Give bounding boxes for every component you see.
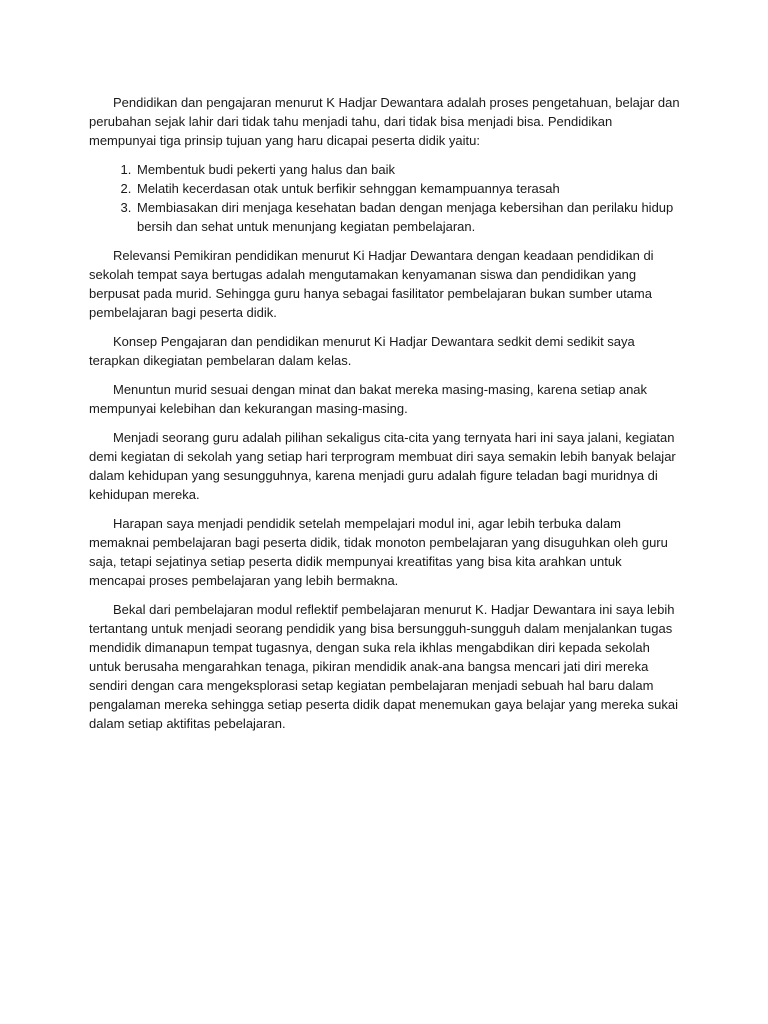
paragraph-harapan: Harapan saya menjadi pendidik setelah mempelajari modul ini, agar lebih terbuka dalam memaknai pembelajaran bagi peserta didik, tidak monoton pembelajaran yang disuguhkan oleh guru saja, tetapi sejatinya setiap peserta didik mempunyai kreatifitas yang bisa kita arahkan untuk mencapai proses pembelajaran yang lebih bermakna. bbox=[89, 516, 668, 588]
paragraph-relevansi: Relevansi Pemikiran pendidikan menurut Ki Hadjar Dewantara dengan keadaan pendidikan di sekolah tempat saya bertugas adalah mengutamakan kenyamanan siswa dan pendidikan yang berpusat pada murid. Sehingga guru hanya sebagai fasilitator pembelajaran bukan sumber utama pembelajaran bagi peserta didik. bbox=[89, 248, 654, 320]
list-item: 2. Melatih kecerdasan otak untuk berfikir sehnggan kemampuannya terasah bbox=[135, 179, 681, 198]
list-item: 1. Membentuk budi pekerti yang halus dan baik bbox=[135, 160, 681, 179]
paragraph-menjadi-guru: Menjadi seorang guru adalah pilihan sekaligus cita-cita yang ternyata hari ini saya jalani, kegiatan demi kegiatan di sekolah yang setiap hari terprogram membuat diri saya semakin lebih banyak belajar dalam kehidupan yang sesungguhnya, karena menjadi guru adalah figure teladan bagi muridnya di kehidupan mereka. bbox=[89, 430, 676, 502]
paragraph-intro: Pendidikan dan pengajaran menurut K Hadjar Dewantara adalah proses pengetahuan, belajar dan perubahan sejak lahir dari tidak tahu menjadi tahu, dari tidak bisa menjadi bisa. Pendidikan mempunyai tiga prinsip tujuan yang haru dicapai peserta didik yaitu: bbox=[89, 95, 680, 148]
paragraph-menuntun: Menuntun murid sesuai dengan minat dan bakat mereka masing-masing, karena setiap anak mempunyai kelebihan dan kekurangan masing-masing. bbox=[89, 382, 648, 416]
principles-list bbox=[89, 160, 681, 236]
paragraph-bekal: Bekal dari pembelajaran modul reflektif pembelajaran menurut K. Hadjar Dewantara ini saya lebih tertantang untuk menjadi seorang pendidik yang bisa bersungguh-sungguh dalam menjalankan tugas mendidik dimanapun tempat tugasnya, dengan suka rela ikhlas mengabdikan diri kepada sekolah untuk berusaha mengarahkan tenaga, pikiran mendidik anak-ana bangsa mencari jati diri mereka sendiri dengan cara mengeksplorasi setap kegiatan pembelajaran menjadi sebuah hal baru dalam pengalaman mereka sehingga setiap peserta didik dapat menemukan gaya belajar yang mereka sukai dalam setiap aktifitas pebelajaran. bbox=[89, 602, 678, 731]
list-item: 3. Membiasakan diri menjaga kesehatan badan dengan menjaga kebersihan dan perilaku hidup bersih dan sehat untuk menunjang kegiatan pembelajaran. bbox=[135, 198, 681, 236]
paragraph-konsep: Konsep Pengajaran dan pendidikan menurut Ki Hadjar Dewantara sedkit demi sedikit saya terapkan dikegiatan pembelaran dalam kelas. bbox=[89, 334, 635, 368]
document-body bbox=[89, 93, 681, 743]
